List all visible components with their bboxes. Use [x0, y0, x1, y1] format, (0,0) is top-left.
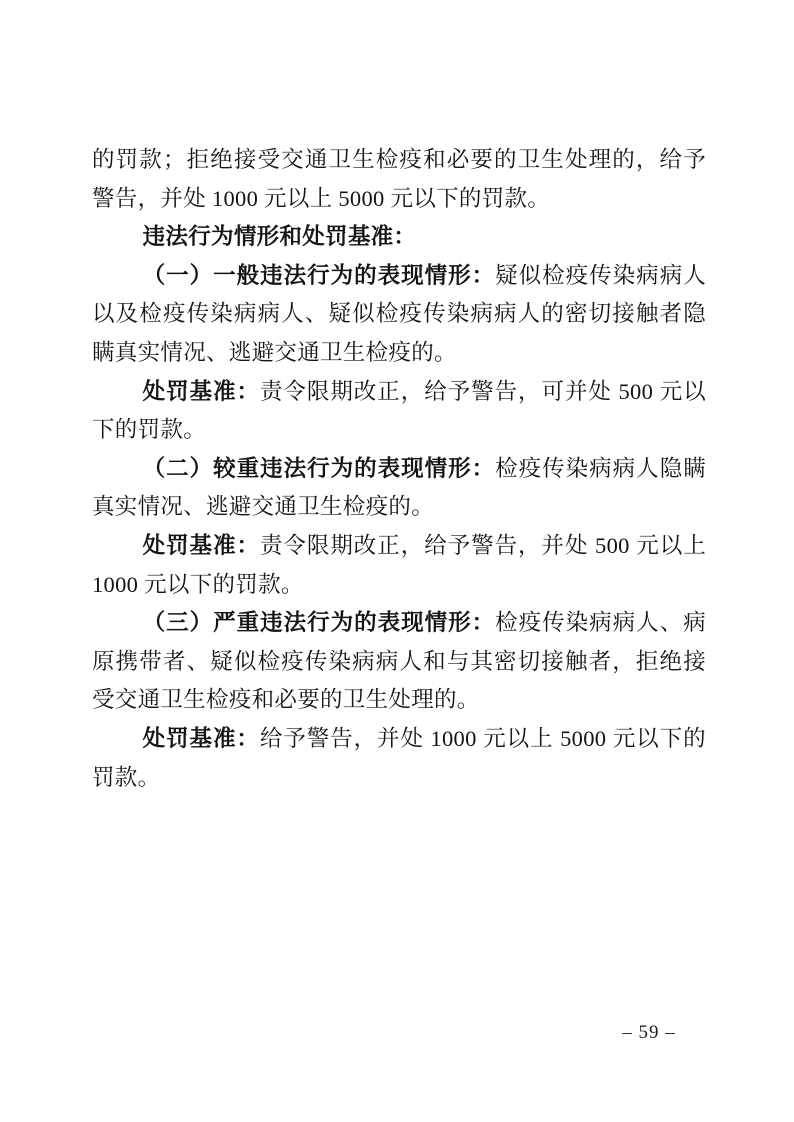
paragraph: [92, 257, 706, 373]
page-number: – 59 –: [622, 1022, 676, 1043]
paragraph-text-run: 疑似检疫传染病病人以及检疫传染病病人、疑似检疫传染病病人的密切接触者隐瞒真实情况、逃避交通卫生检疫的。: [92, 262, 706, 365]
paragraph-heading-run: 处罚基准：: [142, 725, 260, 751]
paragraph: [92, 218, 706, 257]
paragraph-text-run: 责令限期改正，给予警告，并处 500 元以上 1000 元以下的罚款。: [92, 532, 706, 597]
paragraph: [92, 141, 706, 218]
paragraph: [92, 527, 706, 604]
paragraph: [92, 604, 706, 720]
paragraph-text-run: 给予警告，并处 1000 元以上 5000 元以下的罚款。: [92, 725, 706, 790]
paragraph-text-run: 责令限期改正，给予警告，可并处 500 元以下的罚款。: [92, 378, 706, 443]
paragraph-heading-run: 处罚基准：: [142, 378, 260, 404]
paragraph: [92, 450, 706, 527]
paragraph-text-run: 检疫传染病病人、病原携带者、疑似检疫传染病病人和与其密切接触者，拒绝接受交通卫生检疫和必要的卫生处理的。: [92, 610, 706, 713]
paragraph-heading-run: 处罚基准：: [142, 532, 260, 558]
paragraph: [92, 720, 706, 797]
paragraph: [92, 373, 706, 450]
paragraph-text-run: 的罚款；拒绝接受交通卫生检疫和必要的卫生处理的，给予警告，并处 1000 元以上 5000 元以下的罚款。: [92, 147, 706, 211]
paragraph-heading-run: （一）一般违法行为的表现情形：: [142, 262, 496, 288]
paragraph-heading-run: 违法行为情形和处罚基准：: [142, 224, 417, 250]
paragraph-text-run: 检疫传染病病人隐瞒真实情况、逃避交通卫生检疫的。: [92, 455, 706, 520]
paragraph-heading-run: （二）较重违法行为的表现情形：: [142, 455, 496, 481]
paragraph-heading-run: （三）严重违法行为的表现情形：: [142, 610, 496, 636]
document-body: [92, 141, 706, 797]
